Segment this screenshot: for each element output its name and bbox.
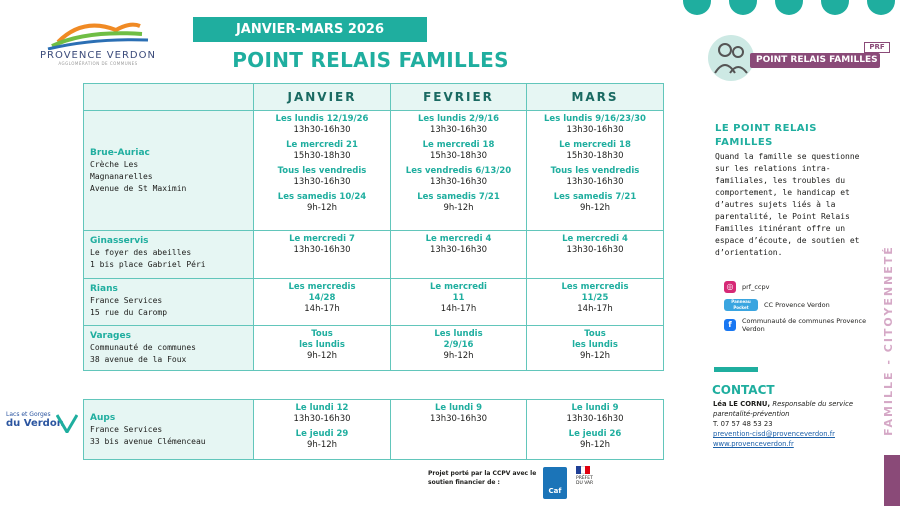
logo-name: PROVENCE VERDON bbox=[40, 50, 156, 61]
column-header-mars: MARS bbox=[527, 84, 664, 111]
schedule-day: 2/9/16 bbox=[443, 340, 474, 350]
prefet-label: PRÉFET DU VAR bbox=[576, 476, 594, 486]
lacs-gorges-verdon-logo bbox=[6, 411, 78, 435]
schedule-cell bbox=[527, 400, 664, 460]
panneau-pocket-link[interactable] bbox=[724, 299, 884, 311]
lcv-line2: du Verdon bbox=[6, 418, 64, 429]
facebook-icon: f bbox=[724, 319, 736, 331]
caf-label: Caf bbox=[548, 487, 562, 495]
provence-verdon-logo bbox=[38, 12, 158, 67]
location-line: France Services bbox=[90, 296, 163, 305]
side-accent-block bbox=[884, 455, 900, 506]
schedule-hours: 13h30-16h30 bbox=[566, 125, 624, 135]
table-row-aups bbox=[84, 400, 664, 460]
schedule-day: Les samedis 7/21 bbox=[553, 192, 637, 202]
logo-hills-icon bbox=[38, 12, 158, 50]
dot-icon bbox=[683, 0, 711, 15]
dot-icon bbox=[867, 0, 895, 15]
schedule-day: les lundis bbox=[572, 340, 618, 350]
aside-heading: LE POINT RELAIS FAMILLES bbox=[715, 123, 817, 148]
schedule-cell bbox=[391, 231, 527, 279]
side-label-text: FAMILLE - CITOYENNETÉ bbox=[882, 245, 895, 436]
schedule-day: Tous les vendredis bbox=[550, 166, 640, 176]
schedule-day: Les lundis 2/9/16 bbox=[417, 114, 500, 124]
schedule-hours: 14h-17h bbox=[304, 304, 340, 314]
schedule-day: Tous les vendredis bbox=[277, 166, 367, 176]
schedule-day: Le mercredi 18 bbox=[422, 140, 495, 150]
schedule-day: Le lundi 9 bbox=[434, 403, 483, 413]
schedule-hours: 13h30-16h30 bbox=[293, 125, 351, 135]
schedule-hours: 9h-12h bbox=[306, 351, 338, 361]
table-row-brue-auriac bbox=[84, 111, 664, 231]
schedule-cell bbox=[391, 400, 527, 460]
schedule-day: Les vendredis 6/13/20 bbox=[405, 166, 512, 176]
schedule-cell bbox=[254, 231, 391, 279]
schedule-cell bbox=[391, 279, 527, 326]
schedule-hours: 9h-12h bbox=[579, 440, 611, 450]
schedule-day: Les lundis bbox=[434, 329, 483, 339]
panneau-pocket-icon: Panneau Pocket bbox=[724, 299, 758, 311]
schedule-hours: 9h-12h bbox=[306, 203, 338, 213]
lcv-line1: Lacs et Gorges bbox=[6, 411, 51, 418]
schedule-cell bbox=[254, 111, 391, 231]
caf-logo bbox=[543, 467, 567, 499]
page-title: POINT RELAIS FAMILLES bbox=[232, 48, 509, 72]
verdon-v-icon bbox=[56, 413, 78, 433]
french-flag-icon bbox=[576, 466, 590, 474]
schedule-day: Tous bbox=[584, 329, 606, 339]
schedule-hours: 14h-17h bbox=[577, 304, 613, 314]
schedule-cell bbox=[254, 400, 391, 460]
contact-phone: T. 07 57 48 53 23 bbox=[713, 420, 773, 428]
schedule-hours: 13h30-16h30 bbox=[429, 414, 488, 424]
location-line: France Services bbox=[90, 425, 163, 434]
schedule-hours: 9h-12h bbox=[443, 351, 474, 361]
location-city: Aups bbox=[90, 413, 116, 423]
schedule-day: 11/25 bbox=[581, 293, 609, 303]
schedule-cell bbox=[254, 279, 391, 326]
logo-subtitle: AGGLOMÉRATION DE COMMUNES bbox=[58, 61, 138, 66]
location-line: 33 bis avenue Clémenceau bbox=[90, 437, 206, 446]
contact-website-link[interactable]: www.provenceverdon.fr bbox=[713, 440, 794, 448]
location-line: Crèche Les bbox=[90, 160, 139, 169]
instagram-handle: prf_ccpv bbox=[742, 283, 770, 291]
schedule-hours: 13h30-16h30 bbox=[429, 125, 488, 135]
location-city: Brue-Auriac bbox=[90, 148, 150, 158]
schedule-day: Le mercredi 21 bbox=[286, 140, 358, 150]
decorative-dots bbox=[683, 0, 895, 15]
schedule-hours: 13h30-16h30 bbox=[566, 177, 624, 187]
contact-email-link[interactable]: prevention-cisd@provenceverdon.fr bbox=[713, 430, 835, 438]
table-header-row bbox=[84, 84, 664, 111]
table-row-varages bbox=[84, 326, 664, 371]
schedule-hours: 13h30-16h30 bbox=[566, 245, 624, 255]
column-header-fevrier: FEVRIER bbox=[391, 84, 527, 111]
schedule-day: Les samedis 7/21 bbox=[417, 192, 500, 202]
schedule-day: Le jeudi 26 bbox=[568, 429, 622, 439]
schedule-hours: 13h30-16h30 bbox=[293, 177, 351, 187]
schedule-day: Le jeudi 29 bbox=[295, 429, 349, 439]
schedule-table bbox=[83, 83, 664, 371]
column-header-janvier: JANVIER bbox=[254, 84, 391, 111]
location-line: Magnanarelles bbox=[90, 172, 153, 181]
schedule-day: Les lundis 12/19/26 bbox=[275, 114, 369, 124]
prf-logo-bar: POINT RELAIS FAMILLES bbox=[750, 53, 880, 68]
period-banner: JANVIER-MARS 2026 bbox=[193, 17, 427, 42]
schedule-cell bbox=[527, 231, 664, 279]
funders-text: Projet porté par la CCPV avec le soutien financier de : bbox=[428, 470, 537, 486]
contact-person bbox=[713, 399, 875, 419]
contact-heading: CONTACT bbox=[712, 383, 775, 397]
schedule-cell bbox=[527, 279, 664, 326]
schedule-day: Le mercredi 18 bbox=[559, 140, 631, 150]
schedule-hours: 13h30-16h30 bbox=[429, 245, 488, 255]
side-label bbox=[880, 236, 896, 449]
location-city: Rians bbox=[90, 284, 118, 294]
dot-icon bbox=[821, 0, 849, 15]
contact-name: Léa LE CORNU, bbox=[713, 400, 773, 408]
location-cell bbox=[84, 111, 254, 231]
contact-block bbox=[713, 399, 875, 449]
schedule-day: Les mercredis bbox=[288, 282, 356, 292]
schedule-day: Les samedis 10/24 bbox=[277, 192, 367, 202]
schedule-cell bbox=[391, 111, 527, 231]
schedule-cell bbox=[527, 326, 664, 371]
schedule-hours: 9h-12h bbox=[443, 203, 474, 213]
schedule-hours: 9h-12h bbox=[306, 440, 338, 450]
location-line: 1 bis place Gabriel Péri bbox=[90, 260, 206, 269]
table-row-ginasservis bbox=[84, 231, 664, 279]
aups-table bbox=[83, 399, 664, 460]
contact-role: Responsable du service parentalité-prévention bbox=[713, 400, 853, 418]
schedule-hours: 14h-17h bbox=[440, 304, 477, 314]
location-city: Varages bbox=[90, 331, 131, 341]
schedule-day: 14/28 bbox=[308, 293, 336, 303]
schedule-hours: 9h-12h bbox=[579, 203, 611, 213]
schedule-hours: 9h-12h bbox=[579, 351, 611, 361]
location-cell bbox=[84, 326, 254, 371]
schedule-day: Le mercredi 4 bbox=[562, 234, 628, 244]
schedule-hours: 13h30-16h30 bbox=[293, 414, 351, 424]
dot-icon bbox=[729, 0, 757, 15]
social-links bbox=[724, 281, 884, 339]
prf-logo bbox=[708, 35, 890, 81]
instagram-link[interactable] bbox=[724, 281, 884, 293]
schedule-cell bbox=[391, 326, 527, 371]
table-row-rians bbox=[84, 279, 664, 326]
contact-divider bbox=[714, 367, 758, 372]
schedule-day: Le mercredi 7 bbox=[289, 234, 355, 244]
schedule-day: Tous bbox=[311, 329, 333, 339]
schedule-day: Les lundis 9/16/23/30 bbox=[544, 114, 646, 124]
schedule-day: Les mercredis bbox=[561, 282, 629, 292]
header-blank bbox=[84, 84, 254, 111]
schedule-hours: 13h30-16h30 bbox=[429, 177, 488, 187]
dot-icon bbox=[775, 0, 803, 15]
facebook-label: Communauté de communes Provence Verdon bbox=[742, 317, 867, 333]
schedule-cell bbox=[254, 326, 391, 371]
instagram-icon: ◎ bbox=[724, 281, 736, 293]
location-city: Ginasservis bbox=[90, 236, 149, 246]
location-line: Communauté de communes bbox=[90, 343, 196, 352]
location-line: Le foyer des abeilles bbox=[90, 248, 192, 257]
facebook-link[interactable] bbox=[724, 317, 884, 333]
location-cell bbox=[84, 231, 254, 279]
schedule-hours: 15h30-18h30 bbox=[293, 151, 351, 161]
location-cell bbox=[84, 279, 254, 326]
aside-paragraph: Quand la famille se questionne sur les relations intra-familiales, les troubles du comportement, le handicap et d’autres sujets liés à la parentalité, le Point Relais Familles itinérant offre un espace d’écoute, de soutien et d’orientation. bbox=[715, 152, 860, 257]
schedule-hours: 13h30-16h30 bbox=[293, 245, 351, 255]
location-line: 15 rue du Caromp bbox=[90, 308, 168, 317]
schedule-day: 11 bbox=[452, 293, 465, 303]
schedule-day: Le mercredi 4 bbox=[425, 234, 492, 244]
panneau-pocket-label: CC Provence Verdon bbox=[764, 301, 830, 309]
family-icon bbox=[708, 35, 754, 81]
schedule-day: Le lundi 12 bbox=[295, 403, 349, 413]
prf-logo-tag: PRF bbox=[864, 42, 890, 53]
prefet-logo bbox=[576, 466, 600, 500]
schedule-cell bbox=[527, 111, 664, 231]
schedule-hours: 15h30-18h30 bbox=[566, 151, 624, 161]
schedule-day: Le lundi 9 bbox=[571, 403, 619, 413]
schedule-hours: 13h30-16h30 bbox=[566, 414, 624, 424]
location-cell bbox=[84, 400, 254, 460]
schedule-hours: 15h30-18h30 bbox=[429, 151, 488, 161]
schedule-day: Le mercredi bbox=[430, 282, 487, 292]
location-line: Avenue de St Maximin bbox=[90, 184, 187, 193]
schedule-day: les lundis bbox=[299, 340, 345, 350]
location-line: 38 avenue de la Foux bbox=[90, 355, 187, 364]
